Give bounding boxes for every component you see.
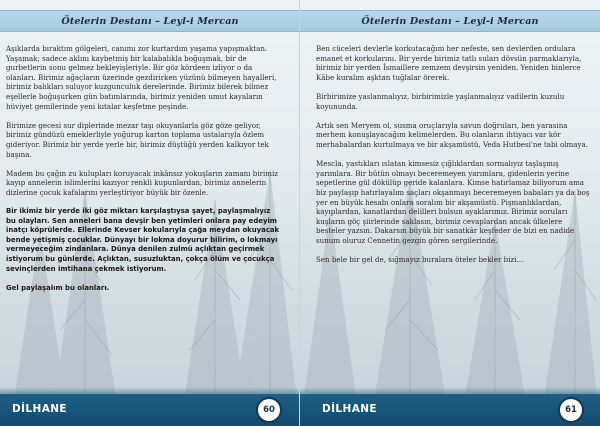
page-header [300, 10, 600, 32]
paragraph: Artık sen Meryem ol, susma oruçlarıyla savun doğruları, ben yarasına merhem konuşlayacağım kelimelerden. Bu olanların ihtiyacı var kör merhabalardan kurtulmaya ve bir akşamüstü, Veda Hutbesi'ne tabi olmaya. [316, 120, 588, 149]
page-number: 61 [565, 405, 577, 415]
page-number: 60 [263, 405, 275, 415]
page-number-badge [256, 397, 282, 423]
paragraph: Birimize gecesi sur diplerinde mezar taşı okuyanlarla göz göze geliyor, birimiz gündüzü emeklerliyle yoğurup karton toplama ustalarıyla özlem gideriyor. Birimiz bir yerde yerle bir, birimiz düştüğü yerden kalkıyor tek başına. [6, 120, 269, 159]
page-header-title: Ötelerin Destanı – Leyl-i Mercan [61, 15, 239, 27]
publisher-logo: DİLHANE [322, 403, 377, 415]
paragraph-bold: Gel paylaşalım bu olanları. [6, 283, 110, 292]
paragraph: Madem bu çağın zu kulupları koruyacak inkânsız yokuşların zamanı birimiz kayıp annelerin islimlerini kazıyor renkli kupunlardan, birimiz annelerin dizlerine çocuk kafalarını yerleştiriyor büyük bir özenle. [6, 168, 278, 197]
paragraph-bold: Bir ikimiz bir yerde iki göz miktarı karşılaştıysa şayet, paylaşmalıyız bu olayları. Sen anneleri bana devşir ben yetimleri onlara pay edeyim inatçı köprülerde. Ellerinde Kevser kokularıyla çağa meydan okuyacak bende yetişmiş çocuklar. Dünyayı bir lokma doyurur bilirim, o lokmayı vermeyeceğim zindanlara. Dünya denilen zulmü açlıktan geçirmek istiyorum bu günlerde. Açlıktan, susuzluktan, çokça ölüm ve çocukça sevinçlerden imtihana çekmek istiyorum. [6, 207, 280, 273]
page-header-title: Ötelerin Destanı – Leyl-i Mercan [361, 15, 539, 27]
page-body-text [6, 44, 280, 303]
page-body-text [316, 44, 590, 274]
paragraph: Ben cüceleri devlerle korkutacağım her nefeste, sen devlerden ordulara emanet et korkularını. Bir yerde birimiz tatlı suları dövsün parmaklarıyla, birimiz bir yerden İsmaillere zemzem devşirsin yeniden. Yeniden binlerce Kâbe kuralım aşktan tuğlalar örerek. [316, 44, 582, 82]
page-footer [0, 394, 300, 426]
page-number-badge [558, 397, 584, 423]
publisher-logo: DİLHANE [12, 403, 67, 415]
paragraph: Mescla, yastıkları ıslatan kimsesiz çığlıklardan sormalıyız taşlaşmış yarımlara. Bir bütün olmayı beceremeyen yarımlara, gidenlerin yerine sepetlerine gül dökülüp geride kalanlara. Kimse hatırlamaz biliyorum ama biz paylaşıp hatırlayalım saçları okşanmayı beceremeyen babaları ya da boş yer en büyük hesabı onlara soralım bir akşamüstü. Pişmanlıklardan, kayıplardan, kanatlardan delilleri bulsun ayaklarımız. Birimiz soruları kuşların göç şiirlerinde saklasın, birimiz cevaplardan ancak ülkelere besteler yazsın. Dakarsın büyük bir sanatkâr keşfeder de bizi en nadide sunum oluruz Cennetin gezgin gören sergilerinde. [316, 159, 590, 245]
paragraph: Aşıklarda bıraktım gölgeleri, canımı zor kurtardım yaşama yapışmaktan. Yaşamak; sadece aklını kaybetmiş bir kalabalıkla boğuşmak, bir de gurbetlerin sonu gelmez bekleyişleriyle. Bir göz kördeen izliyor o da olanları. Birimiz ağaçların üzerinde gezdirirken yüzünü bilmeyen hayalleri, birimiz balıkları suluyor kuzgunculuk derelerinde. Birimiz bilerek bilmez eşellerle boğuşurken gün batımlarında, birimiz yeniden umut kayaların hüviyet gemilerinde yeni kıtalar keşfetme peşinde. [6, 44, 277, 111]
paragraph: Sen bele bir gel de, sığmayız buralara öteler bekler bizi... [316, 255, 524, 265]
right-page [300, 0, 600, 426]
paragraph: Birbirimize yaslanmalıyız, birbirimizle yaşlanmalıyız vadilerin kuzulu koyununda. [316, 91, 565, 111]
page-footer [300, 394, 600, 426]
page-header [0, 10, 300, 32]
